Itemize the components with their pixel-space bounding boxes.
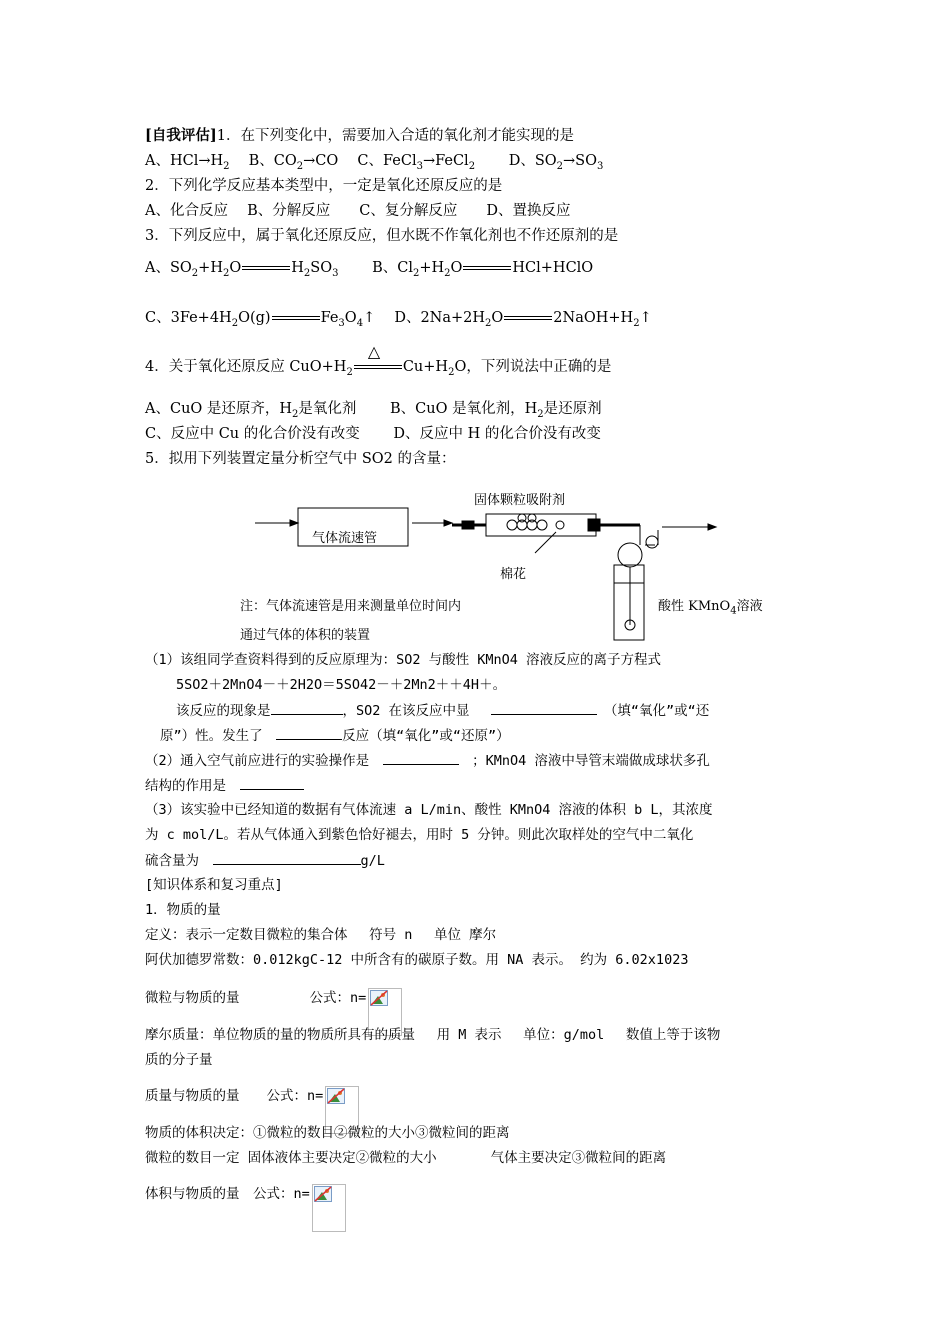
content-unit: g/L [360,853,385,869]
triangle-icon: △ [367,342,381,361]
porous-function-label: 结构的作用是 [145,778,226,794]
q3-option-d: D、2Na+2H [394,310,486,326]
q4-option-a-tail: 是氧化剂 [298,401,357,417]
formula-volume [145,1184,346,1232]
q3-option-a: A、SO [145,260,192,276]
phenomenon-blank[interactable] [271,700,343,715]
porous-function-blank[interactable] [240,775,304,790]
gas-washing-bottle [614,565,644,640]
connector [462,521,474,529]
q5-stem: 5．拟用下列装置定量分析空气中 SO2 的含量： [145,451,456,467]
kmno4-text: 酸性 KMnO [658,599,731,614]
cotton-label: 棉花 [500,567,527,582]
q4-options-ab: A、CuO 是还原齐，$H_2$是氧化剂 B、CuO 是氧化剂，$H_2$是还原剂 [145,401,602,420]
molar-mass-line-2: 质的分子量 [145,1052,213,1068]
q1-option-d: D、SO [508,153,557,169]
q2-stem: 2．下列化学反应基本类型中，一定是氧化还原反应的是 [145,178,503,194]
apparatus-diagram [0,0,950,660]
content-blank[interactable] [213,850,361,865]
knowledge-title: [知识体系和复习重点] [145,877,283,893]
broken-image-icon [312,1184,346,1232]
q1-option-c: C、FeCl [357,153,417,169]
volume-factors-line: 物质的体积决定：①微粒的数目②微粒的大小③微粒间的距离 [145,1125,510,1141]
outlet-bulb [646,536,658,548]
q4-option-b: B、CuO 是氧化剂，H [390,401,538,417]
q5-part1: （1）该组同学查资料得到的反应原理为：SO2 与酸性 KMnO4 溶液反应的离子方程式 [145,652,662,668]
q5-part3-a: （3）该实验中已经知道的数据有气体流速 a L/min、酸性 KMnO4 溶液的体积 b L，其浓度 [145,802,713,818]
q4-stem-text: 4．关于氧化还原反应 CuO+H [145,359,347,375]
formula-volume-label: 体积与物质的量 [145,1186,240,1202]
q1-options: A、$HCl\to H_2$ B、$CO_2\to CO$ C、FeCl$_3$→FeCl$_2$ D、$SO_2\to SO_3$ [145,153,604,172]
operation-blank[interactable] [383,750,459,765]
inlet-arrow-head [290,520,298,526]
definition-line: 定义：表示一定数目微粒的集合体 符号 n 单位 摩尔 [145,927,497,943]
q4-option-b-tail: 是还原剂 [543,401,602,417]
q4-stem: 4．关于氧化还原反应 $CuO+H_2$ △ $Cu+H_2O$，下列说法中正确的是 [145,342,612,378]
molar-mass-line-1: 摩尔质量：单位物质的量的物质所具有的质量 用 M 表示 单位：g/mol 数值上等于该物 [145,1027,721,1043]
avogadro-line: 阿伏加德罗常数：0.012kgC-12 中所含有的碳原子数。用 NA 表示。 约为 6.02x1023 [145,952,689,968]
q5-part3-c [145,850,385,871]
q5-part2-b [145,775,304,796]
note-line-1: 注：气体流速管是用来测量单位时间内 [240,599,462,614]
knowledge-heading-1: 1．物质的量 [145,902,221,918]
formula-mass-label: 质量与物质的量 [145,1088,240,1104]
note-line-2: 通过气体的体积的装置 [240,628,371,643]
q3-option-b: B、Cl [372,260,413,276]
connector [588,519,600,531]
formula-volume-text: 公式：n= [253,1186,310,1202]
adsorbent-tube [486,514,596,536]
q4-options-cd: C、反应中 Cu 的化合价没有改变 D、反应中 H 的化合价没有改变 [145,426,601,442]
q5-equation: 5SO2＋2MnO4－＋2H2O＝5SO42－＋2Mn2＋＋4H＋。 [176,677,507,693]
operation-label: （2）通入空气前应进行的实验操作是 [145,753,370,769]
q4-tail2: O，下列说法中正确的是 [454,359,612,375]
outlet-arrow-head [708,524,716,530]
reaction-hint: 反应（填“氧化”或“还原”） [342,728,510,744]
q1-option-b-tail: →CO [303,153,339,169]
mid-arrow-head [444,520,452,526]
q3-options-cd: C、$3Fe+4H_2O(g)$ $Fe_3O_4↑$ D、$2Na+2H_2O$ $2NaOH+H_2↑$ [145,310,652,329]
bulb [618,543,642,567]
volume-determine-line: 微粒的数目一定 固体液体主要决定②微粒的大小 气体主要决定③微粒间的距离 [145,1150,667,1166]
q1-stem: 1．在下列变化中，需要加入合适的氧化剂才能实现的是 [216,128,574,144]
q1-option-a: A、HCl→H [145,153,224,169]
q2-options: A、化合反应 B、分解反应 C、复分解反应 D、置换反应 [145,203,571,219]
q5-part2 [145,750,710,771]
reaction-blank[interactable] [276,725,342,740]
fill-hint: （填“氧化”或“还 [610,703,710,719]
flow-tube-label: 气体流速管 [312,531,378,546]
q3-option-c: C、3Fe+4H [145,310,232,326]
formula-mass-text: 公式：n= [266,1088,324,1104]
so2-property-label: ，SO2 在该反应中显 [342,703,470,719]
adsorbent-label: 固体颗粒吸附剂 [474,493,566,508]
self-eval-title: [自我评估] [145,127,217,144]
q1-option-d-tail: →SO [563,153,597,169]
formula-particles-text: 公式：n= [309,990,367,1006]
porous-label: ；KMnO4 溶液中导管末端做成球状多孔 [472,753,710,769]
reaction-label: 原”）性。发生了 [160,728,263,744]
q5-part1-reaction [160,725,510,746]
phenomenon-label: 该反应的现象是 [176,703,271,719]
q4-tail: Cu+H [402,359,449,375]
q1-option-c-tail: →FeCl [422,153,469,169]
q5-part1-phenomenon [176,700,709,721]
kmno4-tail: 溶液 [736,599,763,614]
q3-stem: 3．下列反应中，属于氧化还原反应，但水既不作氧化剂也不作还原剂的是 [145,228,619,244]
q1-option-b: B、CO [248,153,297,169]
formula-particles-label: 微粒与物质的量 [145,990,240,1006]
q5-part3-b: 为 c mol/L。若从气体通入到紫色恰好褪去，用时 5 分钟。则此次取样处的空气中二氧化 [145,827,694,843]
kmno4-label: 酸性 KMnO$_4$溶液 [658,599,763,617]
property-blank[interactable] [491,700,597,715]
q4-option-a: A、CuO 是还原齐，H [145,401,293,417]
q3-options-ab: A、$SO_2+H_2O$ $H_2SO_3$ B、$Cl_2+H_2O$ HCl+HClO [145,260,594,279]
content-label: 硫含量为 [145,853,199,869]
